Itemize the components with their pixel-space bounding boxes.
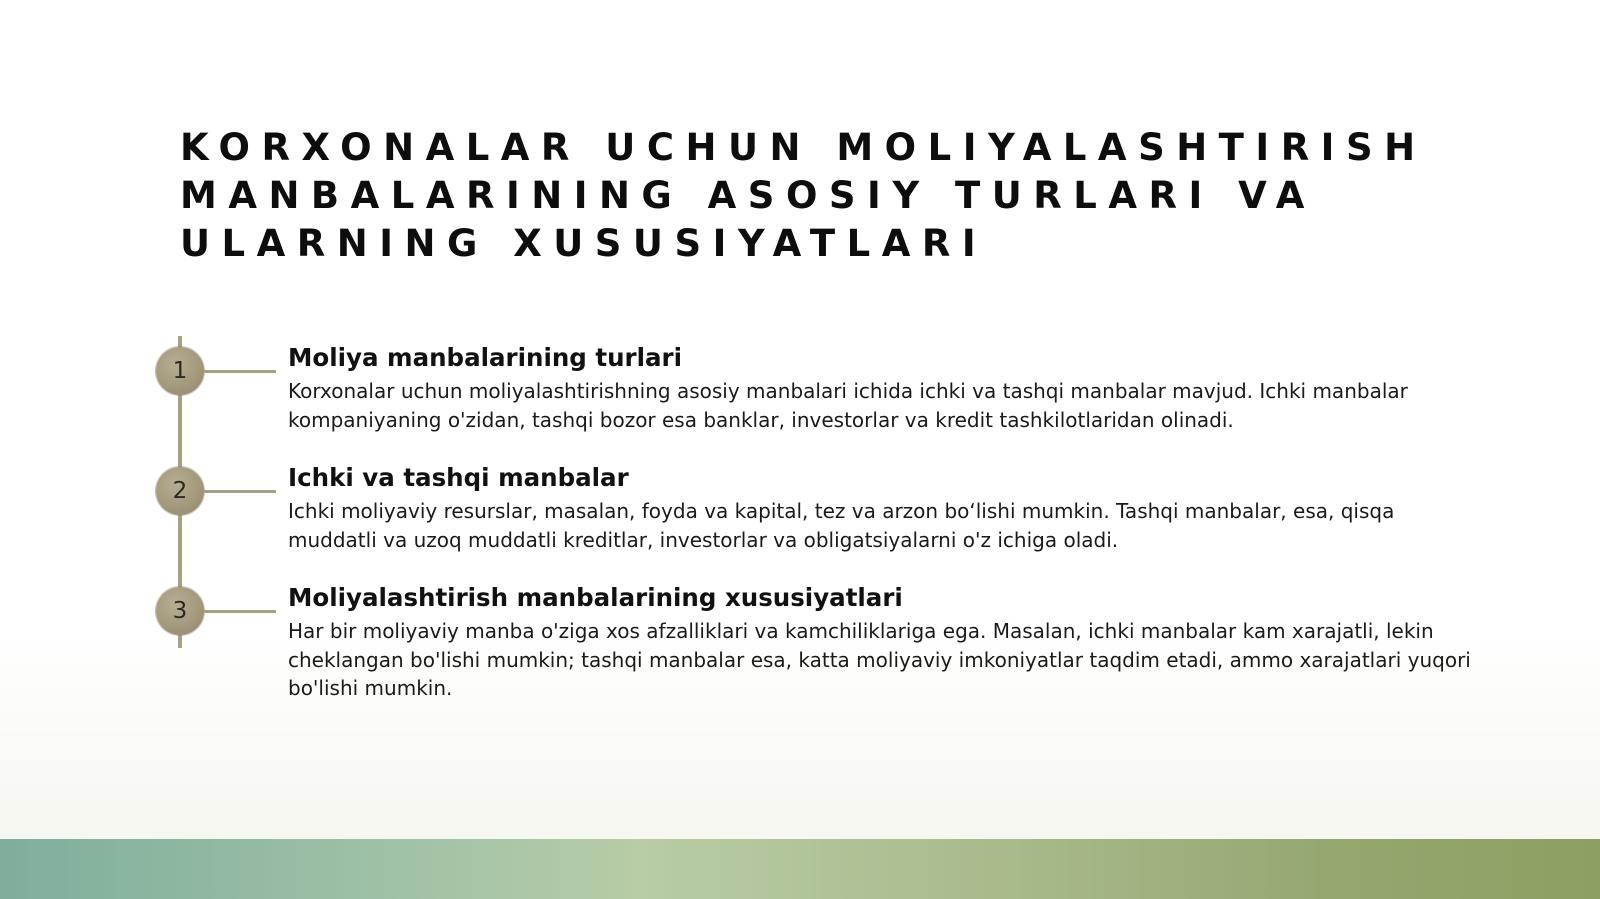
item-text: Ichki moliyaviy resurslar, masalan, foyda va kapital, tez va arzon bo‘lishi mumkin. Tashqi manbalar, esa, qisqa muddatli va uzoq muddatli kreditlar, investorlar va obligatsiyalarni o'z ichiga oladi. [288, 499, 1395, 552]
timeline-item-2 [288, 461, 1478, 554]
decorative-bottom-band [0, 839, 1600, 899]
step-marker-3 [156, 587, 204, 635]
item-heading: Ichki va tashqi manbalar [288, 463, 629, 492]
step-number: 2 [172, 478, 188, 504]
item-text: Har bir moliyaviy manba o'ziga xos afzalliklari va kamchiliklariga ega. Masalan, ichki manbalar kam xarajatli, lekin cheklangan bo'lishi mumkin; tashqi manbalar esa, katta moliyaviy imkoniyatlar taqdim etadi, ammo xarajatlari yuqori bo'lishi mumkin. [288, 619, 1471, 700]
step-connector [204, 370, 276, 373]
timeline-item-1 [288, 341, 1478, 434]
step-marker-2 [156, 467, 204, 515]
slide-title: KORXONALAR UCHUN MOLIYALASHTIRISH MANBALARINING ASOSIY TURLARI VA ULARNING XUSUSIYATLARI [180, 126, 1427, 265]
item-heading: Moliyalashtirish manbalarining xususiyatlari [288, 583, 903, 612]
item-heading: Moliya manbalarining turlari [288, 343, 683, 372]
step-connector [204, 610, 276, 613]
step-number: 1 [172, 358, 188, 384]
step-connector [204, 490, 276, 493]
step-number: 3 [172, 598, 188, 624]
step-marker-1 [156, 347, 204, 395]
item-text: Korxonalar uchun moliyalashtirishning asosiy manbalari ichida ichki va tashqi manbalar mavjud. Ichki manbalar kompaniyaning o'zidan, tashqi bozor esa banklar, investorlar va kredit tashkilotlaridan olinadi. [288, 379, 1408, 432]
timeline-item-3 [288, 581, 1478, 703]
